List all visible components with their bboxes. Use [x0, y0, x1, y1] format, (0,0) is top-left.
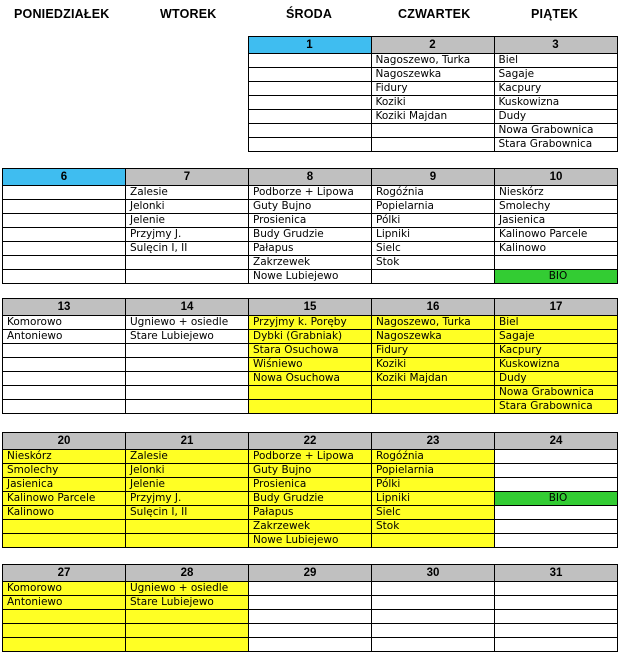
schedule-cell [495, 596, 618, 610]
schedule-cell: Pólki [372, 478, 495, 492]
schedule-cell [372, 534, 495, 548]
schedule-cell [125, 54, 248, 68]
schedule-cell: Kalinowo [495, 242, 618, 256]
schedule-cell: Jelenie [126, 214, 249, 228]
schedule-cell: Kalinowo Parcele [495, 228, 618, 242]
schedule-cell [3, 534, 126, 548]
schedule-cell [248, 110, 371, 124]
schedule-cell [2, 54, 125, 68]
weekday-header-monday: PONIEDZIAŁEK [14, 7, 110, 21]
schedule-cell: Smolechy [495, 200, 618, 214]
schedule-cell [249, 400, 372, 414]
schedule-cell: Stara Grabownica [495, 400, 618, 414]
schedule-cell: Nowa Grabownica [495, 386, 618, 400]
day-number: 20 [3, 433, 126, 450]
schedule-cell: Nowe Lubiejewo [249, 270, 372, 284]
day-number: 15 [249, 299, 372, 316]
schedule-cell: Kuskowizna [494, 96, 617, 110]
schedule-cell [3, 624, 126, 638]
day-number: 2 [371, 37, 494, 54]
schedule-row [3, 386, 618, 400]
day-number: 21 [126, 433, 249, 450]
schedule-cell [3, 214, 126, 228]
schedule-cell [2, 96, 125, 110]
schedule-row [3, 478, 618, 492]
schedule-cell: Stok [372, 520, 495, 534]
schedule-cell [2, 68, 125, 82]
schedule-cell: Guty Bujno [249, 200, 372, 214]
day-number: 3 [494, 37, 617, 54]
schedule-row [3, 520, 618, 534]
schedule-cell: Przyjmy k. Poręby [249, 316, 372, 330]
day-number: 22 [249, 433, 372, 450]
schedule-cell: Pałapus [249, 506, 372, 520]
schedule-cell [125, 96, 248, 110]
schedule-cell [248, 54, 371, 68]
day-number-row [3, 433, 618, 450]
schedule-cell: Nagoszewo, Turka [372, 316, 495, 330]
schedule-row [3, 270, 618, 284]
schedule-cell [372, 596, 495, 610]
schedule-cell [495, 610, 618, 624]
schedule-cell [371, 124, 494, 138]
schedule-cell [249, 610, 372, 624]
weekday-header-thursday: CZWARTEK [398, 7, 471, 21]
schedule-cell: Sagaje [494, 68, 617, 82]
schedule-cell: Nowa Grabownica [494, 124, 617, 138]
schedule-cell: Lipniki [372, 228, 495, 242]
schedule-cell: Prosienica [249, 478, 372, 492]
schedule-cell [2, 82, 125, 96]
day-number: 30 [372, 565, 495, 582]
schedule-cell [248, 96, 371, 110]
day-number-row [3, 565, 618, 582]
schedule-cell: Prosienica [249, 214, 372, 228]
schedule-cell [126, 520, 249, 534]
schedule-cell [495, 534, 618, 548]
schedule-cell: Stara Grabownica [494, 138, 617, 152]
schedule-cell: Fidury [371, 82, 494, 96]
schedule-cell: Kuskowizna [495, 358, 618, 372]
schedule-cell: Nagoszewo, Turka [371, 54, 494, 68]
schedule-row [3, 596, 618, 610]
schedule-cell: Komorowo [3, 582, 126, 596]
schedule-cell: Jasienica [495, 214, 618, 228]
schedule-cell: Wiśniewo [249, 358, 372, 372]
schedule-cell: Jelonki [126, 464, 249, 478]
schedule-cell: Smolechy [3, 464, 126, 478]
schedule-cell [126, 624, 249, 638]
schedule-cell [3, 256, 126, 270]
schedule-cell: Ugniewo + osiedle [126, 582, 249, 596]
week-table-5 [2, 564, 618, 652]
day-number: 24 [495, 433, 618, 450]
schedule-cell: Stara Osuchowa [249, 344, 372, 358]
schedule-cell [2, 110, 125, 124]
schedule-cell: Stare Lubiejewo [126, 330, 249, 344]
schedule-cell [495, 450, 618, 464]
day-number: 9 [372, 169, 495, 186]
day-number-row [3, 169, 618, 186]
schedule-row [3, 186, 618, 200]
schedule-row [3, 200, 618, 214]
schedule-row [3, 242, 618, 256]
schedule-cell: Koziki [372, 358, 495, 372]
schedule-cell: Sagaje [495, 330, 618, 344]
weekday-header-friday: PIĄTEK [531, 7, 579, 21]
schedule-cell [126, 372, 249, 386]
schedule-row [3, 610, 618, 624]
schedule-row [3, 534, 618, 548]
week-table-2 [2, 168, 618, 284]
schedule-row [3, 256, 618, 270]
schedule-row [3, 358, 618, 372]
schedule-cell [495, 582, 618, 596]
day-number: 31 [495, 565, 618, 582]
schedule-row [2, 110, 617, 124]
day-number: 10 [495, 169, 618, 186]
weekday-header-row [0, 0, 620, 32]
day-number: 6 [3, 169, 126, 186]
schedule-cell: Kalinowo [3, 506, 126, 520]
schedule-cell: Jasienica [3, 478, 126, 492]
week-table-4 [2, 432, 618, 548]
schedule-cell: Lipniki [372, 492, 495, 506]
schedule-cell: Biel [495, 316, 618, 330]
schedule-cell: Sulęcin I, II [126, 242, 249, 256]
schedule-cell [126, 358, 249, 372]
schedule-row [3, 450, 618, 464]
schedule-cell: Podborze + Lipowa [249, 186, 372, 200]
schedule-row [3, 400, 618, 414]
schedule-row [3, 214, 618, 228]
schedule-cell: Przyjmy J. [126, 228, 249, 242]
schedule-cell [495, 478, 618, 492]
schedule-cell: Budy Grudzie [249, 492, 372, 506]
schedule-cell: Fidury [372, 344, 495, 358]
schedule-cell [3, 610, 126, 624]
schedule-cell [3, 228, 126, 242]
day-number: 16 [372, 299, 495, 316]
schedule-cell: Przyjmy J. [126, 492, 249, 506]
day-number: 23 [372, 433, 495, 450]
schedule-cell [248, 82, 371, 96]
week-table-3 [2, 298, 618, 414]
schedule-cell [249, 596, 372, 610]
schedule-cell [125, 138, 248, 152]
schedule-cell: Kalinowo Parcele [3, 492, 126, 506]
schedule-cell: Pólki [372, 214, 495, 228]
schedule-cell: Jelonki [126, 200, 249, 214]
schedule-cell: BIO [495, 270, 618, 284]
schedule-cell [248, 68, 371, 82]
day-number: 27 [3, 565, 126, 582]
schedule-cell [126, 256, 249, 270]
day-number-row [3, 299, 618, 316]
schedule-cell [2, 138, 125, 152]
schedule-cell: Kacpury [494, 82, 617, 96]
schedule-row [3, 464, 618, 478]
schedule-cell: Sielc [372, 242, 495, 256]
schedule-cell: Popielarnia [372, 464, 495, 478]
schedule-cell: Rogóźnia [372, 186, 495, 200]
schedule-cell: Guty Bujno [249, 464, 372, 478]
schedule-cell [3, 386, 126, 400]
schedule-cell [249, 582, 372, 596]
schedule-cell [372, 582, 495, 596]
schedule-row [3, 582, 618, 596]
schedule-cell [372, 610, 495, 624]
schedule-cell: Nowa Osuchowa [249, 372, 372, 386]
schedule-cell: Rogóźnia [372, 450, 495, 464]
schedule-cell [248, 138, 371, 152]
schedule-cell: Koziki Majdan [372, 372, 495, 386]
schedule-cell: Nieskórz [3, 450, 126, 464]
schedule-cell: Koziki Majdan [371, 110, 494, 124]
schedule-cell: Ugniewo + osiedle [126, 316, 249, 330]
schedule-cell [126, 400, 249, 414]
schedule-cell: Budy Grudzie [249, 228, 372, 242]
schedule-cell: Stare Lubiejewo [126, 596, 249, 610]
weekday-header-wednesday: ŚRODA [286, 7, 333, 21]
day-number: 28 [126, 565, 249, 582]
schedule-cell: Kacpury [495, 344, 618, 358]
schedule-cell: Stok [372, 256, 495, 270]
schedule-cell: Antoniewo [3, 330, 126, 344]
schedule-cell [249, 624, 372, 638]
day-number: 29 [249, 565, 372, 582]
schedule-cell [249, 386, 372, 400]
schedule-cell [125, 68, 248, 82]
schedule-cell [3, 372, 126, 386]
schedule-cell [125, 82, 248, 96]
schedule-row [3, 624, 618, 638]
day-number: 7 [126, 169, 249, 186]
schedule-cell: Jelenie [126, 478, 249, 492]
schedule-cell [372, 624, 495, 638]
schedule-cell: Nowe Lubiejewo [249, 534, 372, 548]
empty-cell [125, 37, 248, 54]
empty-cell [2, 37, 125, 54]
schedule-row [2, 138, 617, 152]
schedule-row [3, 330, 618, 344]
day-number-row [2, 37, 617, 54]
schedule-row [2, 54, 617, 68]
schedule-cell: Biel [494, 54, 617, 68]
schedule-cell [126, 344, 249, 358]
schedule-row [3, 372, 618, 386]
schedule-cell: Sulęcin I, II [126, 506, 249, 520]
schedule-cell [371, 138, 494, 152]
schedule-cell: Koziki [371, 96, 494, 110]
schedule-cell: Dudy [494, 110, 617, 124]
schedule-row [3, 316, 618, 330]
schedule-row [2, 96, 617, 110]
day-number: 17 [495, 299, 618, 316]
schedule-cell [126, 610, 249, 624]
day-number: 13 [3, 299, 126, 316]
schedule-row [3, 228, 618, 242]
schedule-cell: Zalesie [126, 450, 249, 464]
schedule-cell [372, 270, 495, 284]
schedule-cell: Dudy [495, 372, 618, 386]
day-number: 8 [249, 169, 372, 186]
schedule-cell: Popielarnia [372, 200, 495, 214]
day-number: 1 [248, 37, 371, 54]
schedule-cell [125, 110, 248, 124]
schedule-cell [126, 270, 249, 284]
schedule-cell: Zalesie [126, 186, 249, 200]
schedule-cell [3, 520, 126, 534]
schedule-cell [3, 400, 126, 414]
schedule-cell: Dybki (Grabniak) [249, 330, 372, 344]
schedule-cell: BIO [495, 492, 618, 506]
schedule-cell [3, 186, 126, 200]
schedule-cell [3, 270, 126, 284]
schedule-row [2, 124, 617, 138]
schedule-cell [372, 386, 495, 400]
schedule-cell: Nagoszewka [372, 330, 495, 344]
schedule-cell [3, 358, 126, 372]
schedule-cell [495, 624, 618, 638]
schedule-cell: Zakrzewek [249, 256, 372, 270]
schedule-row [3, 506, 618, 520]
schedule-cell [495, 464, 618, 478]
schedule-cell [495, 506, 618, 520]
schedule-cell: Antoniewo [3, 596, 126, 610]
schedule-cell [495, 256, 618, 270]
schedule-cell: Sielc [372, 506, 495, 520]
schedule-cell [126, 534, 249, 548]
day-number: 14 [126, 299, 249, 316]
schedule-cell [126, 386, 249, 400]
schedule-cell [372, 400, 495, 414]
schedule-cell [495, 520, 618, 534]
schedule-cell: Komorowo [3, 316, 126, 330]
schedule-row [3, 492, 618, 506]
schedule-cell [3, 242, 126, 256]
schedule-cell [248, 124, 371, 138]
week-table-1 [2, 36, 618, 152]
schedule-cell [3, 344, 126, 358]
schedule-cell [125, 124, 248, 138]
schedule-cell [3, 200, 126, 214]
schedule-cell: Nieskórz [495, 186, 618, 200]
schedule-cell: Podborze + Lipowa [249, 450, 372, 464]
schedule-row [3, 344, 618, 358]
schedule-row [2, 82, 617, 96]
schedule-cell: Nagoszewka [371, 68, 494, 82]
schedule-cell: Pałapus [249, 242, 372, 256]
weekday-header-tuesday: WTOREK [160, 7, 217, 21]
schedule-cell [2, 124, 125, 138]
schedule-row [2, 68, 617, 82]
schedule-cell: Zakrzewek [249, 520, 372, 534]
